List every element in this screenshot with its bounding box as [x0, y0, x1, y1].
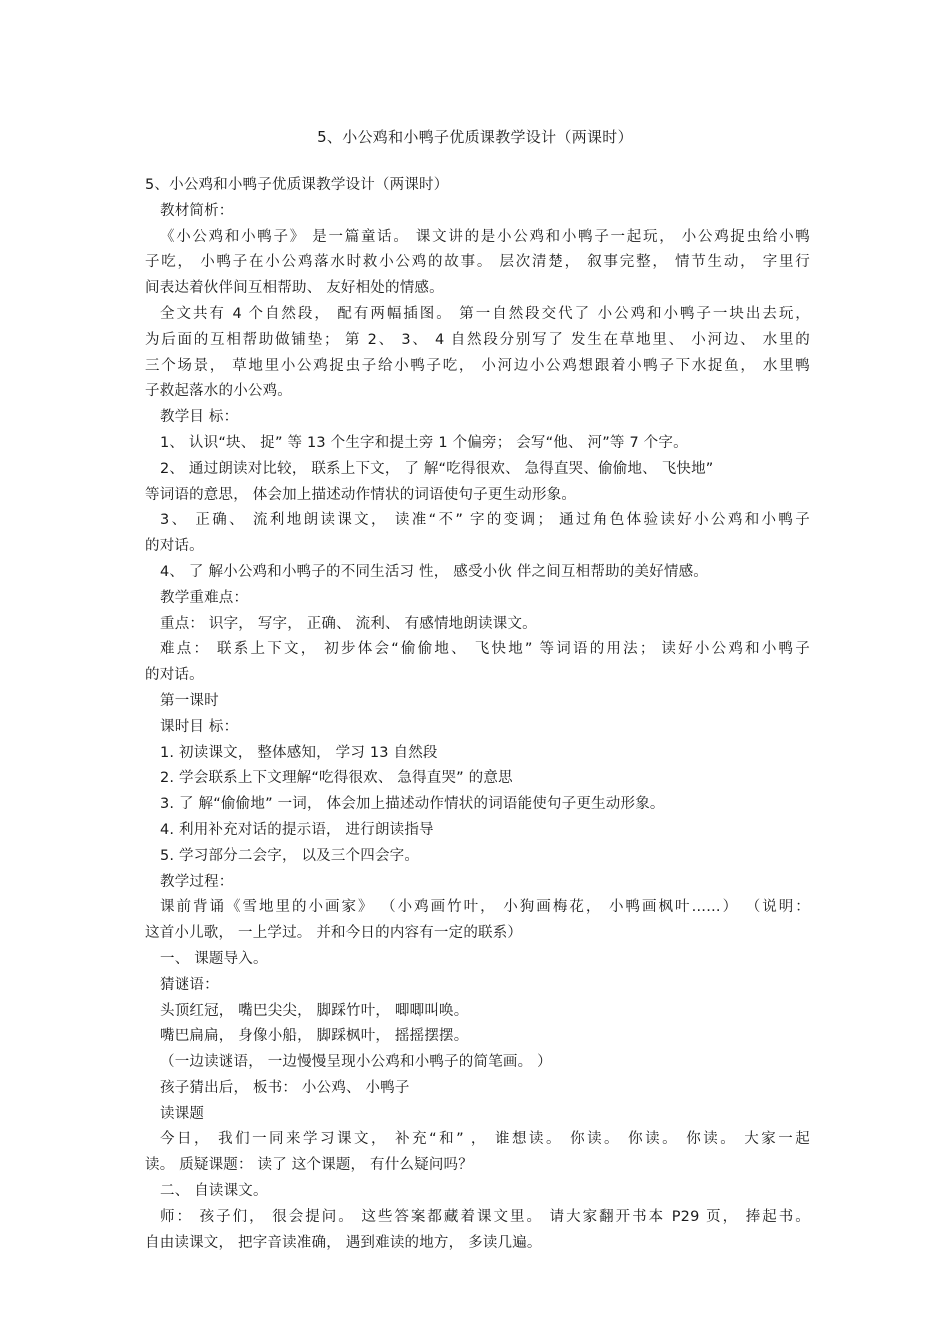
text-line: 难点： 联系上下文， 初步体会“偷偷地、 飞快地” 等词语的用法； 读好小公鸡和小鸭子	[160, 641, 810, 658]
text-line: 2、 通过朗读对比较， 联系上下文， 了 解“吃得很欢、 急得直哭、偷偷地、 飞快地”	[160, 460, 714, 477]
text-line: 教学过程：	[160, 873, 234, 890]
page-title: 5、小公鸡和小鸭子优质课教学设计（两课时）	[317, 128, 633, 146]
text-line: 一、 课题导入。	[160, 950, 268, 967]
text-line: 自由读课文， 把字音读准确， 遇到难读的地方， 多读几遍。	[145, 1234, 542, 1251]
text-line: 《小公鸡和小鸭子》 是一篇童话。 课文讲的是小公鸡和小鸭子一起玩， 小公鸡捉虫给小鸭	[160, 228, 810, 245]
text-line: 3. 了 解“偷偷地” 一词， 体会加上描述动作情状的词语能使句子更生动形象。	[160, 796, 665, 813]
text-line: 第一课时	[160, 692, 219, 709]
text-line: 头顶红冠， 嘴巴尖尖， 脚踩竹叶， 唧唧叫唤。	[160, 1002, 469, 1019]
document-body	[145, 173, 810, 1256]
text-line: 教材简析：	[160, 202, 234, 219]
text-line: 读。 质疑课题： 读了 这个课题， 有什么疑问吗？	[145, 1157, 473, 1174]
text-line: 子救起落水的小公鸡。	[145, 383, 292, 400]
text-line: 的对话。	[145, 667, 204, 684]
text-line: 4. 利用补充对话的提示语， 进行朗读指导	[160, 821, 434, 838]
text-line: 课时目 标：	[160, 718, 239, 735]
text-line: 教学目 标：	[160, 409, 239, 426]
text-line: 2. 学会联系上下文理解“吃得很欢、 急得直哭” 的意思	[160, 770, 513, 787]
text-line: 1. 初读课文， 整体感知， 学习 13 自然段	[160, 744, 438, 761]
text-line: 间表达着伙伴间互相帮助、 友好相处的情感。	[145, 280, 444, 297]
text-line: （一边读谜语， 一边慢慢呈现小公鸡和小鸭子的简笔画。 ）	[160, 1054, 552, 1071]
text-line: 三个场景， 草地里小公鸡捉虫子给小鸭子吃， 小河边小公鸡想跟着小鸭子下水捉鱼， 水里鸭	[145, 357, 810, 374]
text-line: 嘴巴扁扁， 身像小船， 脚踩枫叶， 摇摇摆摆。	[160, 1028, 469, 1045]
text-line: 子吃， 小鸭子在小公鸡落水时救小公鸡的故事。 层次清楚， 叙事完整， 情节生动， 字里行	[145, 254, 810, 271]
text-line: 5. 学习部分二会字， 以及三个四会字。	[160, 847, 420, 864]
text-line: 为后面的互相帮助做铺垫； 第 2、 3、 4 自然段分别写了 发生在草地里、 小河边、 水里的	[145, 331, 810, 348]
text-line: 猜谜语：	[160, 976, 219, 993]
text-line: 全文共有 4 个自然段， 配有两幅插图。 第一自然段交代了 小公鸡和小鸭子一块出去玩，	[160, 305, 810, 322]
text-line: 今日， 我们一同来学习课文， 补充“和” ， 谁想读。 你读。 你读。 你读。 大家一起	[160, 1131, 810, 1148]
text-line: 二、 自读课文。	[160, 1183, 268, 1200]
text-line: 教学重难点：	[160, 589, 249, 606]
text-line: 4、 了 解小公鸡和小鸭子的不同生活习 性， 感受小伙 伴之间互相帮助的美好情感。	[160, 563, 708, 580]
text-line: 课前背诵《雪地里的小画家》 （小鸡画竹叶， 小狗画梅花， 小鸭画枫叶……） （说明：	[160, 899, 810, 916]
text-line: 这首小儿歌， 一上学过。 并和今日的内容有一定的联系）	[145, 925, 523, 942]
text-line: 5、小公鸡和小鸭子优质课教学设计（两课时）	[145, 177, 449, 193]
text-line: 1、 认识“块、 捉” 等 13 个生字和提土旁 1 个偏旁； 会写“他、 河”等 7 个字。	[160, 434, 688, 451]
text-line: 孩子猜出后， 板书： 小公鸡、 小鸭子	[160, 1079, 410, 1096]
text-line: 师： 孩子们， 很会提问。 这些答案都藏着课文里。 请大家翻开书本 P29 页， 捧起书。	[160, 1208, 810, 1225]
text-line: 的对话。	[145, 538, 204, 555]
text-line: 重点： 识字， 写字， 正确、 流利、 有感情地朗读课文。	[160, 615, 537, 632]
text-line: 读课题	[160, 1105, 205, 1122]
text-line: 等词语的意思， 体会加上描述动作情状的词语使句子更生动形象。	[145, 486, 577, 503]
text-line: 3、 正确、 流利地朗读课文， 读准“不” 字的变调； 通过角色体验读好小公鸡和小鸭子	[160, 512, 810, 529]
